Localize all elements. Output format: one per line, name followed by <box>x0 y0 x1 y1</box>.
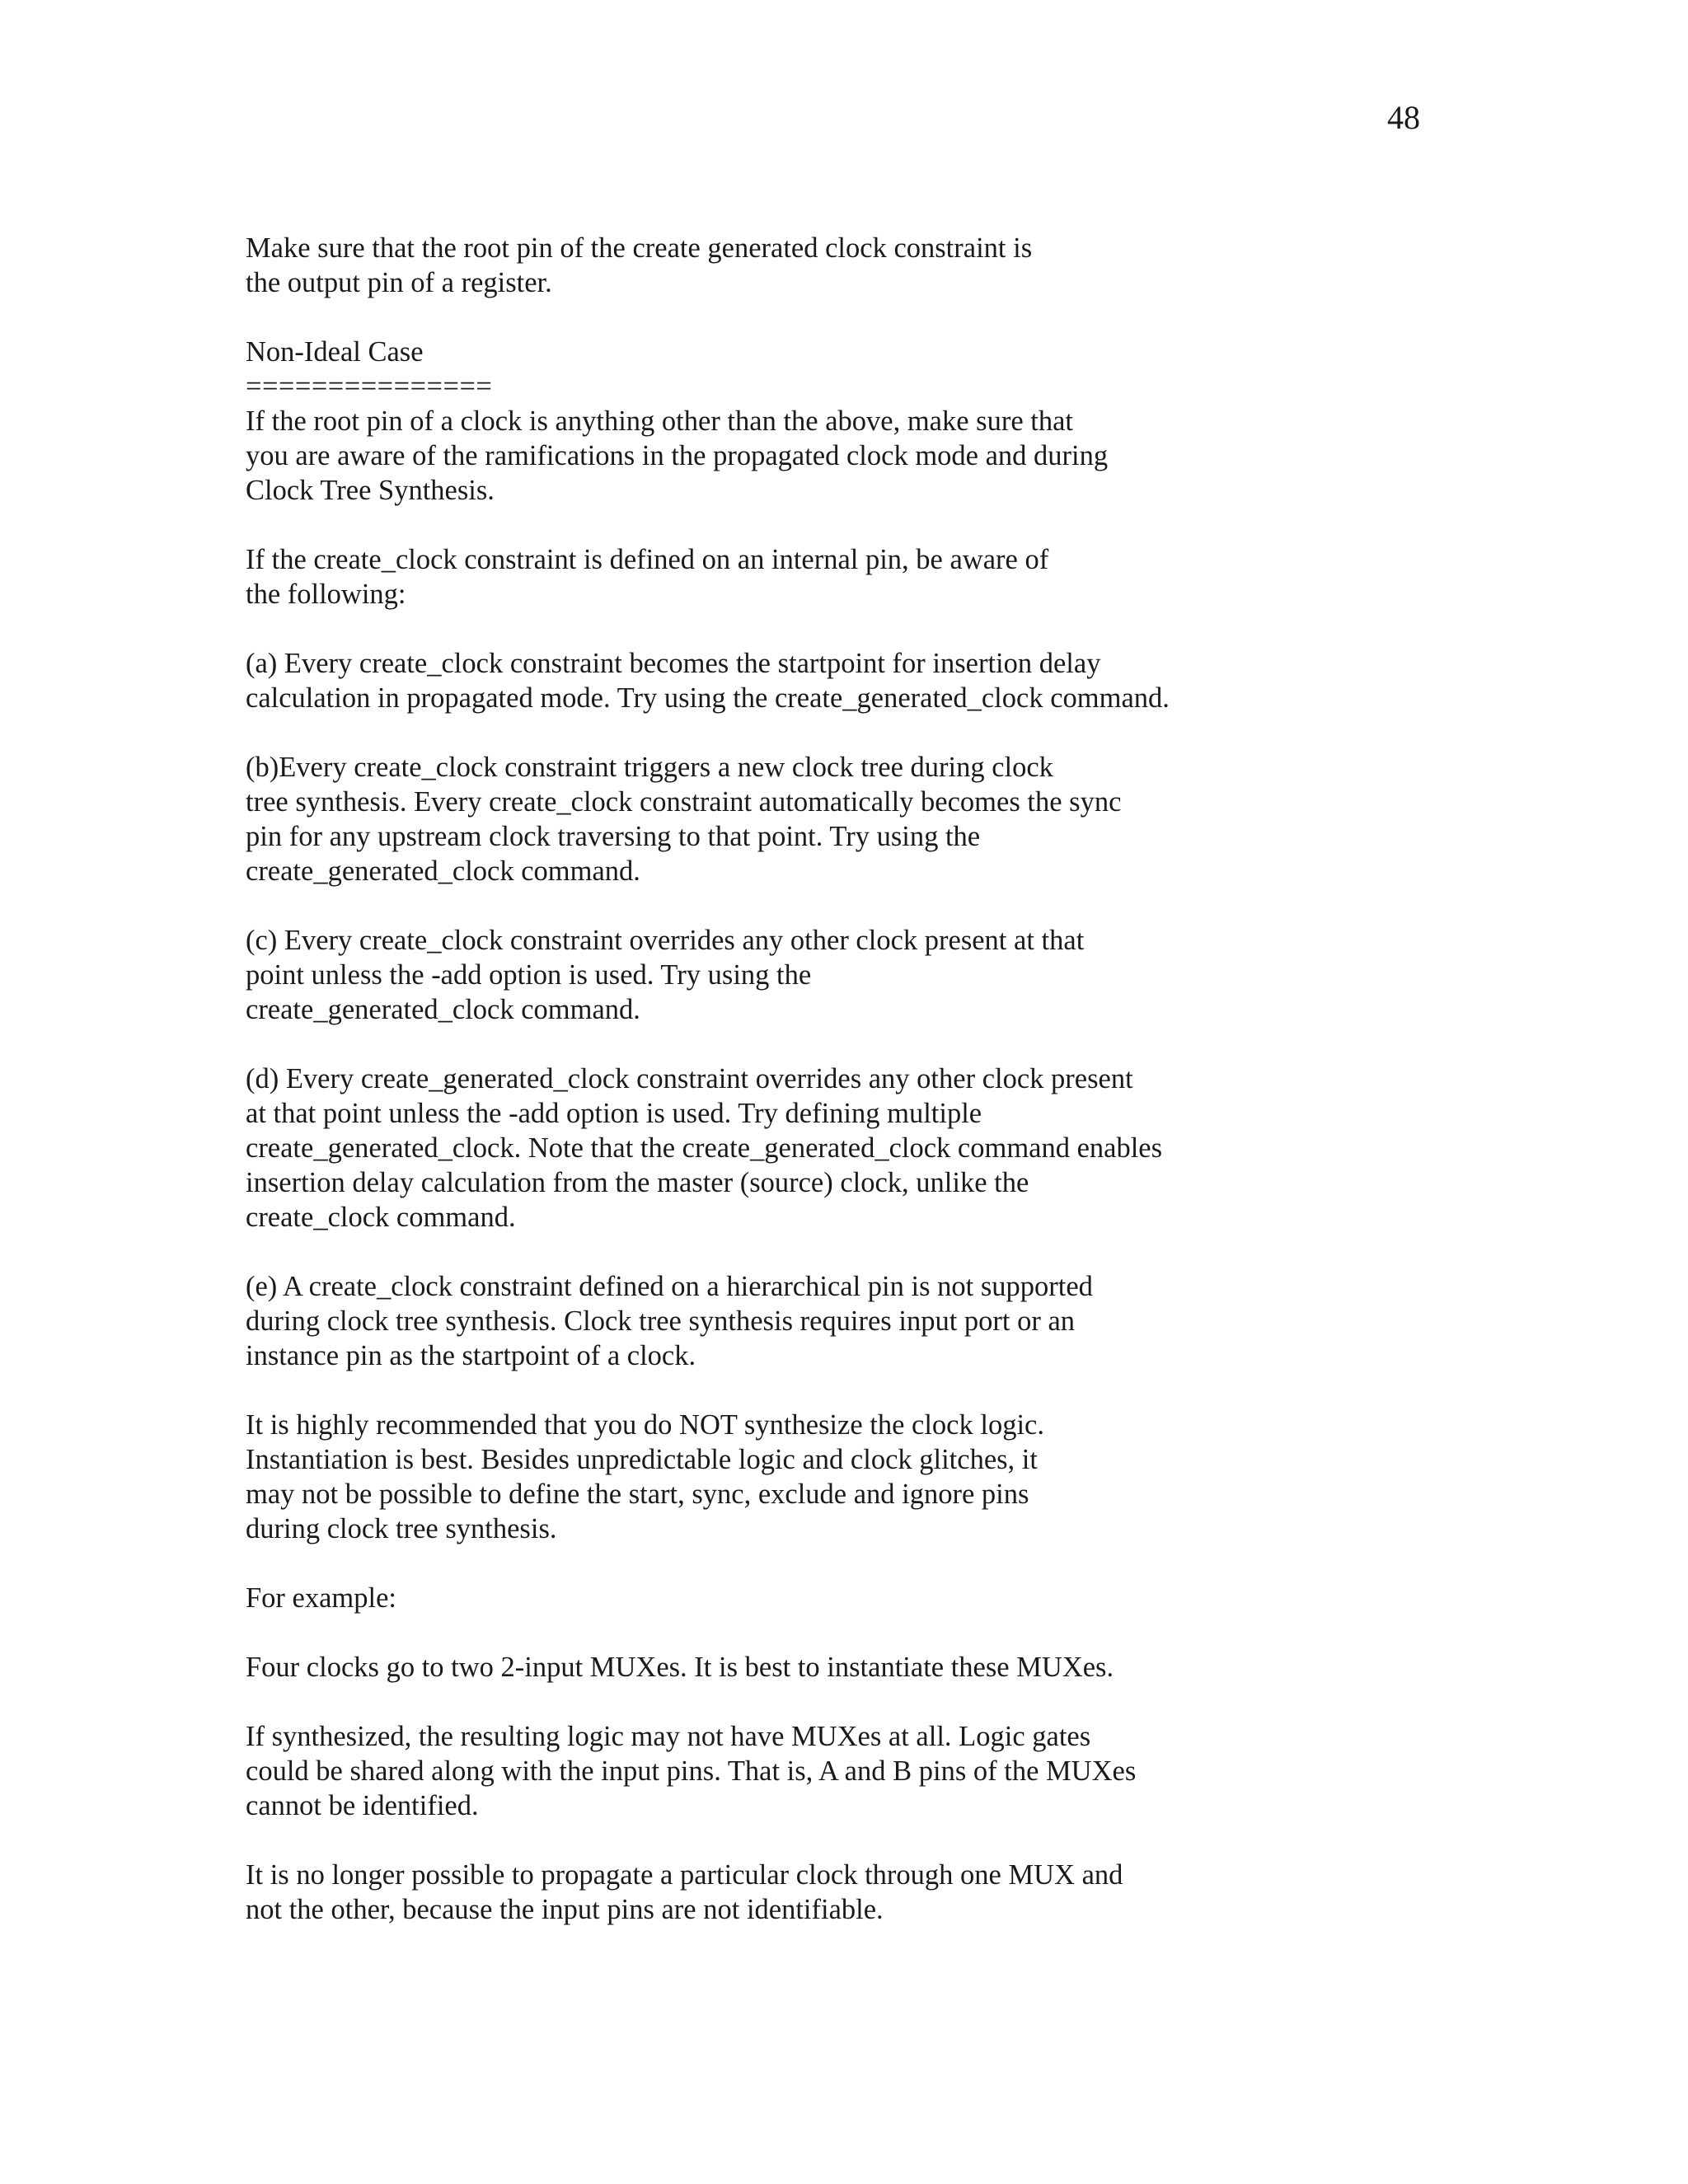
text-line: may not be possible to define the start, sync, exclude and ignore pins <box>246 1479 1029 1510</box>
text-line: Clock Tree Synthesis. <box>246 475 495 506</box>
text-line: could be shared along with the input pins. That is, A and B pins of the MUXes <box>246 1755 1137 1787</box>
paragraph-recommendation <box>246 1408 1482 1546</box>
paragraph-for-example <box>246 1581 1482 1615</box>
paragraph-four-clocks <box>246 1650 1482 1685</box>
text-line: pin for any upstream clock traversing to that point. Try using the <box>246 821 981 852</box>
paragraph-item-c <box>246 923 1482 1027</box>
paragraph-item-e <box>246 1269 1482 1373</box>
text-line: (c) Every create_clock constraint overrides any other clock present at that <box>246 925 1085 956</box>
text-line: Make sure that the root pin of the create generated clock constraint is <box>246 232 1033 264</box>
text-line: create_generated_clock command. <box>246 855 640 887</box>
heading-rule: =============== <box>246 371 493 402</box>
text-line: you are aware of the ramifications in the propagated clock mode and during <box>246 440 1109 471</box>
text-line: not the other, because the input pins are not identifiable. <box>246 1894 884 1925</box>
text-line: (d) Every create_generated_clock constraint overrides any other clock present <box>246 1063 1133 1094</box>
text-line: during clock tree synthesis. <box>246 1513 557 1544</box>
text-line: tree synthesis. Every create_clock constraint automatically becomes the sync <box>246 786 1122 818</box>
paragraph-no-longer-possible <box>246 1858 1482 1927</box>
text-line: insertion delay calculation from the master (source) clock, unlike the <box>246 1167 1029 1198</box>
text-line: If synthesized, the resulting logic may not have MUXes at all. Logic gates <box>246 1721 1091 1752</box>
text-line: point unless the -add option is used. Try using the <box>246 959 812 991</box>
text-line: Four clocks go to two 2-input MUXes. It is best to instantiate these MUXes. <box>246 1652 1114 1683</box>
page-number: 48 <box>1387 99 1420 136</box>
text-line: If the create_clock constraint is defined on an internal pin, be aware of <box>246 544 1049 575</box>
text-line: It is no longer possible to propagate a particular clock through one MUX and <box>246 1859 1123 1891</box>
text-line: (a) Every create_clock constraint becomes the startpoint for insertion delay <box>246 648 1101 679</box>
text-line: Instantiation is best. Besides unpredictable logic and clock glitches, it <box>246 1444 1038 1475</box>
text-line: instance pin as the startpoint of a clock. <box>246 1340 696 1371</box>
text-line: For example: <box>246 1582 396 1614</box>
text-line: the following: <box>246 579 406 610</box>
text-line: during clock tree synthesis. Clock tree synthesis requires input port or an <box>246 1305 1076 1337</box>
text-line: at that point unless the -add option is used. Try defining multiple <box>246 1098 982 1129</box>
text-line: create_generated_clock command. <box>246 994 640 1025</box>
text-line: (b)Every create_clock constraint triggers a new clock tree during clock <box>246 752 1053 783</box>
section-heading: Non-Ideal Case <box>246 336 424 368</box>
paragraph-internal-pin <box>246 542 1482 612</box>
text-line: If the root pin of a clock is anything other than the above, make sure that <box>246 405 1074 437</box>
text-line: the output pin of a register. <box>246 267 552 298</box>
text-line: cannot be identified. <box>246 1790 479 1821</box>
text-line: calculation in propagated mode. Try using the create_generated_clock command. <box>246 682 1170 714</box>
paragraph-ramifications <box>246 404 1482 508</box>
text-line: create_generated_clock. Note that the create_generated_clock command enables <box>246 1132 1163 1164</box>
paragraph-if-synthesized <box>246 1719 1482 1823</box>
text-line: It is highly recommended that you do NOT synthesize the clock logic. <box>246 1409 1044 1441</box>
intro-paragraph <box>246 231 1482 300</box>
paragraph-item-a <box>246 646 1482 715</box>
section-heading-block <box>246 335 1482 404</box>
document-body <box>246 231 1482 1961</box>
paragraph-item-b <box>246 750 1482 888</box>
paragraph-item-d <box>246 1062 1482 1235</box>
text-line: (e) A create_clock constraint defined on a hierarchical pin is not supported <box>246 1271 1093 1302</box>
text-line: create_clock command. <box>246 1202 516 1233</box>
